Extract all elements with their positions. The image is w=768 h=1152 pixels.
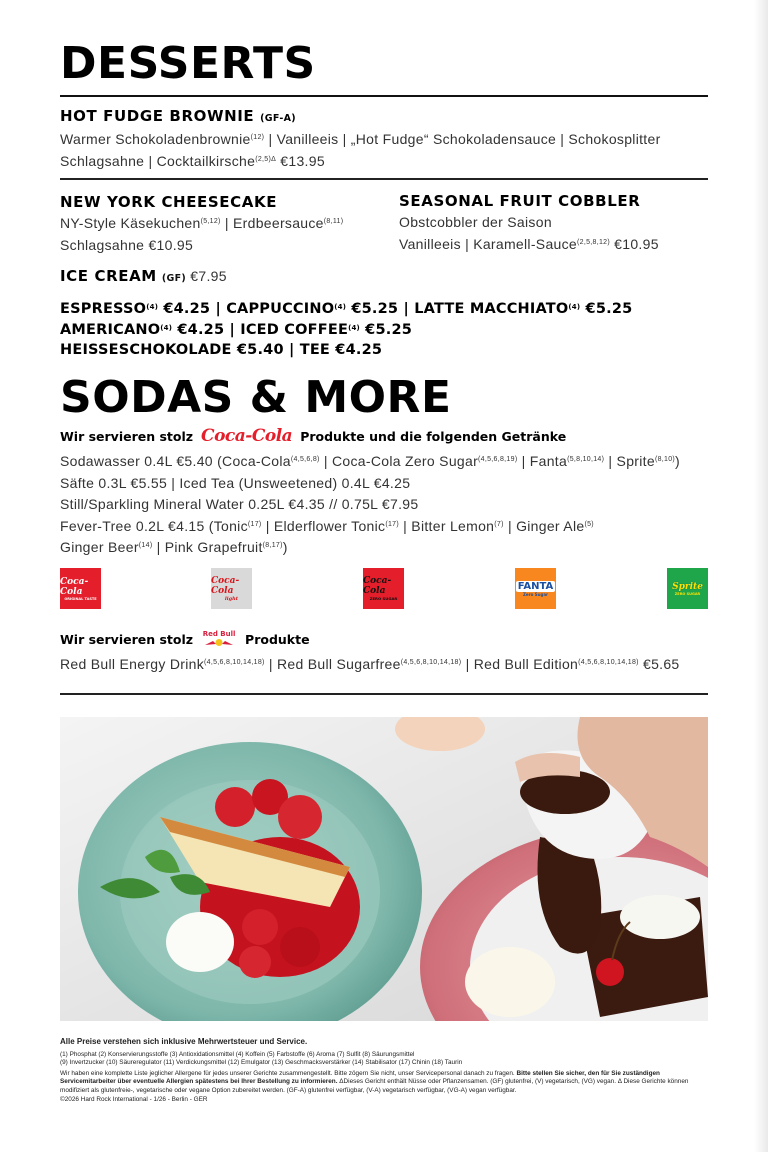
item-title: HOT FUDGE BROWNIE (GF-A) (60, 107, 296, 125)
item-description: Obstcobbler der Saison Vanilleeis | Karamell-Sauce$^{(2,5,8,12)}$ €10.95 (399, 214, 659, 252)
cheesecake-item (60, 193, 390, 256)
footer-notes (60, 1038, 708, 1104)
redbull-serve-line: Wir servieren stolz Red Bull Produkte (60, 630, 310, 647)
footer-copyright: ©2026 Hard Rock International - 1/26 - Berlin - GER (60, 1095, 208, 1103)
redbull-logo: Red Bull (201, 631, 237, 647)
item-description: NY-Style Käsekuchen$^{(5,12)}$ | Erdbeersauce$^{(8,11)}$ Schlagsahne €10.95 (60, 215, 344, 253)
footer-allergen-note: Wir haben eine komplette Liste jeglicher Allergene für jedes unserer Gerichte zusammengestellt. Bitte zögern Sie nicht, unser Servicepersonal danach zu fragen. Bitte stellen Sie sicher, den für Sie zuständigen Servicemitarbeiter über eventuelle Allergien spätestens bei Ihrer Bestellung zu informieren. ΔDieses Gericht enthält Nüsse oder Pflanzensamen. (GF) glutenfrei, (V) vegetarisch, (VG) vegan. Δ Diese Gerichte können modifiziert als glutenfreie-, vegetarische oder vegane Option zubereitet werden. (GF-A) glutenfrei verfügbar, (V-A) vegetarisch verfügbar, (VG-A) vegan verfügbar. (60, 1069, 689, 1094)
desserts-heading: DESSERTS (60, 38, 316, 89)
soda-list (60, 451, 708, 559)
brownie-item (60, 107, 708, 172)
soda-line-1: Sodawasser 0.4L €5.40 (Coca-Cola$^{(4,5,6,8)}$ | Coca-Cola Zero Sugar$^{(4,5,6,8,19)}$ | Fanta$^{(5,8,10,14)}$ | Sprite$^{(8,10)}$) (60, 453, 680, 469)
dietary-tag: (GF) (161, 273, 187, 284)
item-title: SEASONAL FRUIT COBBLER (399, 192, 641, 210)
item-price: €13.95 (276, 152, 325, 169)
soda-line-4: Fever-Tree 0.2L €4.15 (Tonic$^{(17)}$ | Elderflower Tonic$^{(17)}$ | Bitter Lemon$^{(7)}$ | Ginger Ale$^{(5)}$ (60, 517, 594, 534)
coca-cola-original-logo: Coca-Cola ORIGINAL TASTE (60, 568, 101, 609)
coca-cola-zero-logo: Coca-Cola ZERO SUGAR (363, 568, 404, 609)
divider (60, 178, 708, 180)
divider (60, 95, 708, 97)
coffee-row-2: AMERICANO$^{(4)}$ €4.25 | ICED COFFEE$^{(4)}$ €5.25 (60, 321, 413, 338)
divider (60, 693, 708, 695)
cobbler-item (399, 192, 708, 255)
redbull-bulls-icon (204, 638, 234, 647)
fanta-logo: FANTA Zero Sugar (515, 568, 556, 609)
redbull-line: Red Bull Energy Drink$^{(4,5,6,8,10,14,18)}$ | Red Bull Sugarfree$^{(4,5,6,8,10,14,18)}$ | Red Bull Edition$^{(4,5,6,8,10,14,18)}$ €5.65 (60, 656, 680, 672)
item-title: NEW YORK CHEESECAKE (60, 193, 278, 211)
coca-cola-serve-line: Wir servieren stolz Coca-Cola Produkte und die folgenden Getränke (60, 426, 567, 446)
soda-line-2: Säfte 0.3L €5.55 | Iced Tea (Unsweetened) 0.4L €4.25 (60, 474, 411, 491)
item-title: ICE CREAM (60, 267, 157, 285)
footer-additives-2: (9) Invertzucker (10) Säureregulator (11) Verdickungsmittel (12) Emulgator (13) Geschmacksverstärker (14) Stabilisator (17) Chinin (18) Taurin (60, 1059, 463, 1067)
page-edge-shadow (754, 0, 768, 1152)
dessert-photo-illustration (60, 717, 708, 1021)
coca-cola-logo: Coca-Cola (201, 426, 293, 446)
coffee-row-1: ESPRESSO$^{(4)}$ €4.25 | CAPPUCCINO$^{(4)}$ €5.25 | LATTE MACCHIATO$^{(4)}$ €5.25 (60, 301, 633, 317)
sprite-logo: Sprite ZERO SUGAR (667, 568, 708, 609)
coca-cola-light-logo: Coca-Cola light (211, 568, 252, 609)
footer-additives-1: (1) Phosphat (2) Konservierungsstoffe (3) Antioxidationsmittel (4) Koffein (5) Farbstoffe (6) Aroma (7) Sulfit (8) Säurungsmittel (60, 1050, 415, 1058)
dessert-photo (60, 717, 708, 1021)
item-description: Warmer Schokoladenbrownie$^{(12)}$ | Vanilleeis | „Hot Fudge“ Schokoladensauce | Schokosplitter Schlagsahne | Cocktailkirsche$^{(2,5)\Delta}$ €13.95 (60, 131, 661, 169)
soda-line-3: Still/Sparkling Mineral Water 0.25L €4.35 // 0.75L €7.95 (60, 496, 419, 513)
coffee-row-3: HEISSESCHOKOLADE €5.40 | TEE €4.25 (60, 342, 383, 358)
footer-price-note: Alle Preise verstehen sich inklusive Mehrwertsteuer und Service. (60, 1037, 308, 1046)
dietary-tag: (GF-A) (260, 113, 296, 124)
soda-line-5: Ginger Beer$^{(14)}$ | Pink Grapefruit$^{(8,17)}$) (60, 539, 288, 556)
item-price: €7.95 (186, 268, 227, 284)
icecream-item (60, 266, 708, 288)
coffee-list (60, 299, 708, 361)
sodas-heading: SODAS & MORE (60, 372, 452, 423)
